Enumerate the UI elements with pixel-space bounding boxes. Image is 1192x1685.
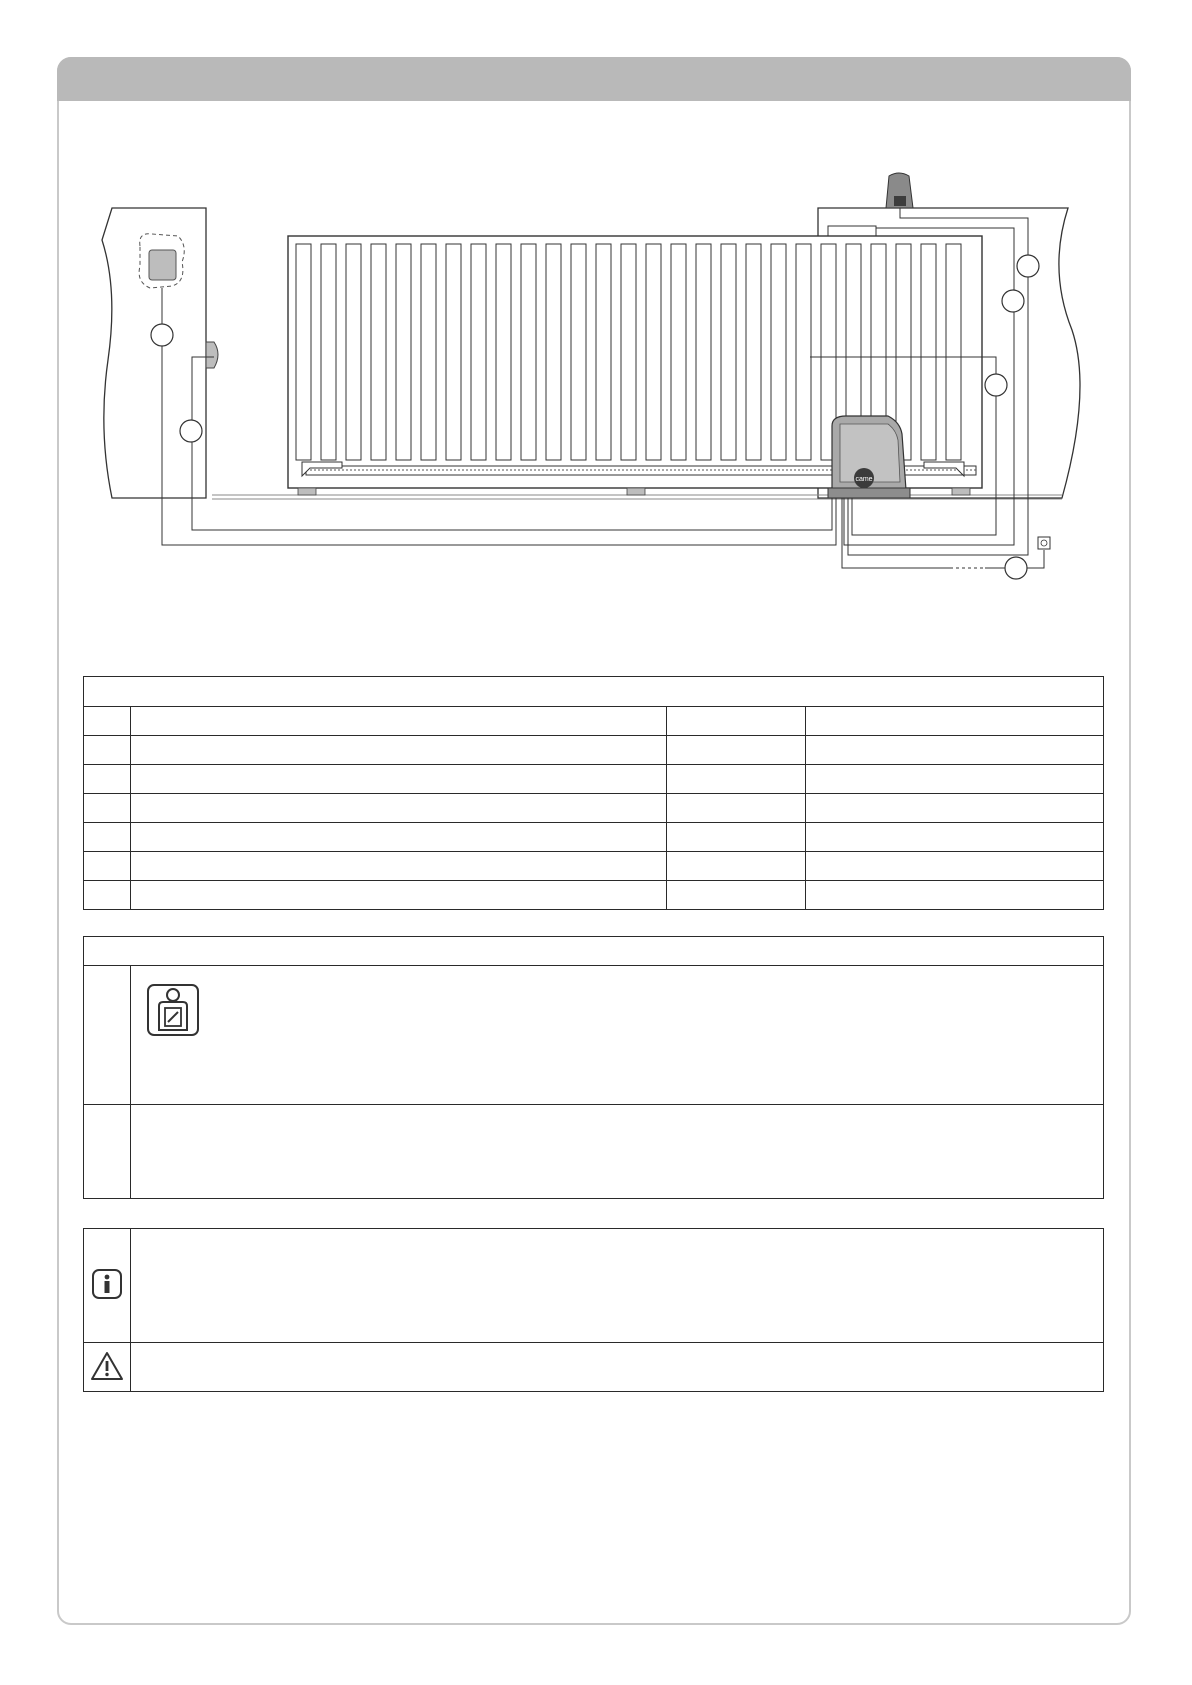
note-table-title (84, 937, 1104, 966)
table-row (84, 966, 1104, 1105)
row-cell (667, 707, 806, 736)
power-socket (1038, 537, 1050, 549)
row-cell (806, 736, 1104, 765)
row-number (84, 823, 131, 852)
row-number (84, 765, 131, 794)
row-description (131, 852, 667, 881)
row-cell (667, 736, 806, 765)
table-row (84, 1343, 1104, 1392)
table-row (84, 881, 1104, 910)
row-number (84, 852, 131, 881)
row-description (131, 823, 667, 852)
table-row (84, 852, 1104, 881)
row-cell (806, 707, 1104, 736)
gearmotor (828, 416, 910, 498)
cable-table (83, 676, 1104, 910)
row-description (131, 794, 667, 823)
row-cell (806, 765, 1104, 794)
motor-logo: came (855, 476, 873, 483)
info-icon-cell (84, 1229, 131, 1343)
note-table (83, 936, 1104, 1199)
note-table-title-row (84, 937, 1104, 966)
row-description (131, 765, 667, 794)
row-cell (667, 823, 806, 852)
technician-icon (145, 982, 201, 1038)
row-number (84, 881, 131, 910)
warning-icon-cell (84, 1343, 131, 1392)
row-number (84, 1105, 131, 1199)
cable-table-title-row (84, 677, 1104, 707)
row-cell (667, 794, 806, 823)
row-number (84, 736, 131, 765)
cable-table-title (84, 677, 1104, 707)
warning-text (131, 1343, 1104, 1392)
table-row (84, 707, 1104, 736)
info-icon (91, 1268, 123, 1300)
table-row (84, 1105, 1104, 1199)
table-row (84, 1229, 1104, 1343)
row-number (84, 966, 131, 1105)
table-row (84, 736, 1104, 765)
table-row (84, 765, 1104, 794)
row-cell (806, 794, 1104, 823)
row-cell (667, 765, 806, 794)
gate-installation-diagram (0, 0, 1192, 640)
row-cell (667, 881, 806, 910)
row-description (131, 736, 667, 765)
row-number (84, 707, 131, 736)
warning-icon (90, 1351, 124, 1381)
row-cell (806, 823, 1104, 852)
photocell-left (206, 342, 218, 368)
note-cell (131, 966, 1104, 1105)
note-text (131, 1105, 1104, 1199)
row-cell (806, 852, 1104, 881)
row-cell (806, 881, 1104, 910)
row-description (131, 881, 667, 910)
info-table (83, 1228, 1104, 1392)
row-description (131, 707, 667, 736)
table-row (84, 823, 1104, 852)
wire-power (842, 498, 950, 568)
table-row (84, 794, 1104, 823)
row-number (84, 794, 131, 823)
info-text (131, 1229, 1104, 1343)
row-cell (667, 852, 806, 881)
